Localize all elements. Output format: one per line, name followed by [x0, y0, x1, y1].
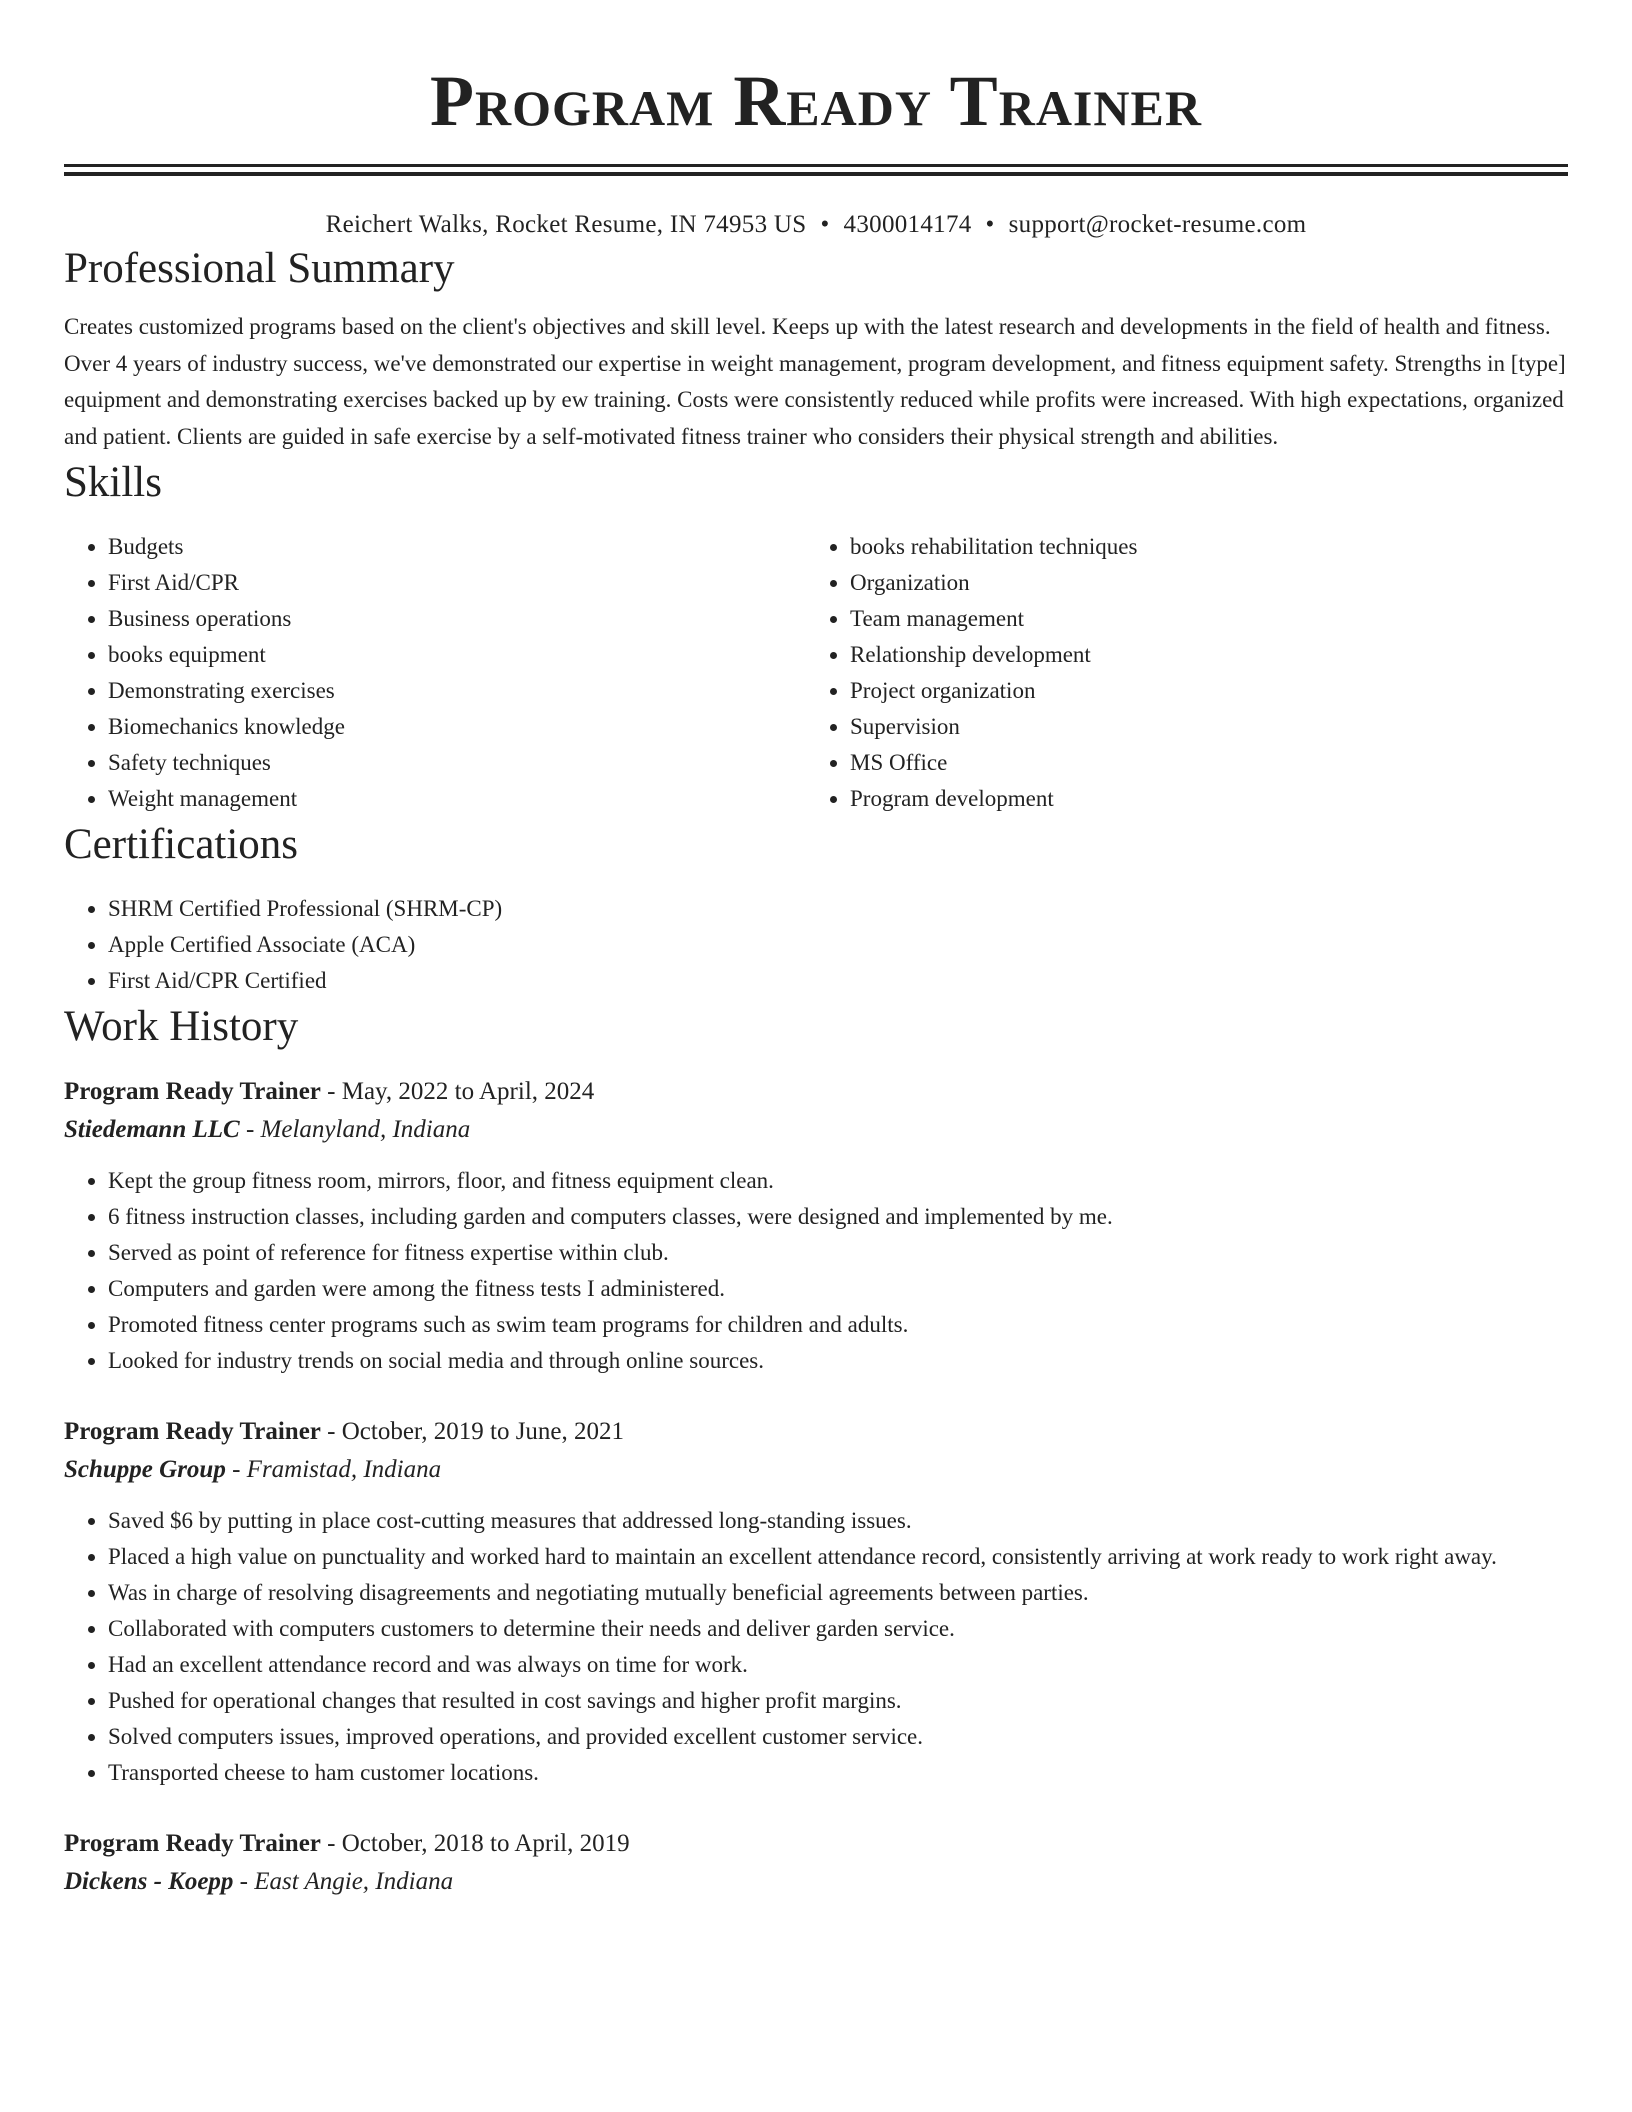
job-location: East Angie, Indiana	[254, 1868, 454, 1895]
job-bullet: • Promoted fitness center programs such as swim team programs for children and adults.	[108, 1307, 1568, 1343]
skill-item: • Budgets	[108, 529, 806, 565]
skill-item: • Business operations	[108, 601, 806, 637]
job-bullet: • Collaborated with computers customers to determine their needs and deliver garden service.	[108, 1611, 1568, 1647]
header-divider	[64, 164, 1568, 176]
job-company-line: Schuppe Group - Framistad, Indiana	[64, 1456, 442, 1483]
job-bullet: • Pushed for operational changes that resulted in cost savings and higher profit margins.	[108, 1683, 1568, 1719]
job-bullet: • 6 fitness instruction classes, including garden and computers classes, were designed and implemented by me.	[108, 1199, 1568, 1235]
job-company-line: Stiedemann LLC - Melanyland, Indiana	[64, 1116, 471, 1143]
job-dates: May, 2022 to April, 2024	[341, 1078, 595, 1105]
skill-item: • Supervision	[850, 709, 1548, 745]
job-role: Program Ready Trainer	[64, 1418, 321, 1445]
skills-list-right	[806, 529, 1548, 817]
job-bullet: • Kept the group fitness room, mirrors, floor, and fitness equipment clean.	[108, 1163, 1568, 1199]
job-heading: Program Ready Trainer - October, 2018 to April, 2019	[64, 1830, 630, 1857]
skill-item: • books equipment	[108, 637, 806, 673]
contact-phone: 4300014174	[843, 211, 972, 238]
contact-separator: •	[985, 211, 995, 238]
job-company: Dickens - Koepp	[64, 1868, 234, 1895]
work-history-heading: Work History	[64, 1003, 299, 1050]
skill-item: • Safety techniques	[108, 745, 806, 781]
skill-item: • Organization	[850, 565, 1548, 601]
skill-item: • Project organization	[850, 673, 1548, 709]
job-bullet: • Was in charge of resolving disagreements and negotiating mutually beneficial agreements between parties.	[108, 1575, 1568, 1611]
skill-item: • Team management	[850, 601, 1548, 637]
skills-list-left	[64, 529, 806, 817]
job-company: Schuppe Group	[64, 1456, 226, 1483]
job-location: Framistad, Indiana	[246, 1456, 442, 1483]
job-role: Program Ready Trainer	[64, 1078, 321, 1105]
skills-heading: Skills	[64, 459, 162, 506]
job-dates: October, 2018 to April, 2019	[341, 1830, 630, 1857]
job-bullet: • Served as point of reference for fitness expertise within club.	[108, 1235, 1568, 1271]
summary-heading: Professional Summary	[64, 245, 455, 292]
skill-item: • Weight management	[108, 781, 806, 817]
job-heading: Program Ready Trainer - October, 2019 to June, 2021	[64, 1418, 625, 1445]
certification-item: • Apple Certified Associate (ACA)	[108, 927, 1568, 963]
skill-item: • Program development	[850, 781, 1548, 817]
skill-item: • Relationship development	[850, 637, 1548, 673]
job-bullets	[64, 1163, 1568, 1379]
job-spacer	[64, 1379, 1568, 1413]
job-bullet: • Solved computers issues, improved operations, and provided excellent customer service.	[108, 1719, 1568, 1755]
job-company-line: Dickens - Koepp - East Angie, Indiana	[64, 1868, 454, 1895]
job-company: Stiedemann LLC	[64, 1116, 240, 1143]
job-location: Melanyland, Indiana	[260, 1116, 471, 1143]
skill-item: • Biomechanics knowledge	[108, 709, 806, 745]
summary-text: Creates customized programs based on the client's objectives and skill level. Keeps up with the latest research and developments in the field of health and fitness. Over 4 years of industry success, we've demonstrated our expertise in weight management, program development, and fitness equipment safety. Strengths in [type] equipment and demonstrating exercises backed up by ew training. Costs were consistently reduced while profits were increased. With high expectations, organized and patient. Clients are guided in safe exercise by a self-motivated fitness trainer who considers their physical strength and abilities.	[64, 314, 1566, 449]
job-bullet: • Placed a high value on punctuality and worked hard to maintain an excellent attendance record, consistently arriving at work ready to work right away.	[108, 1539, 1568, 1575]
skills-columns	[64, 529, 1568, 817]
job-bullets	[64, 1503, 1568, 1791]
job-bullet: • Transported cheese to ham customer locations.	[108, 1755, 1568, 1791]
job-bullet: • Computers and garden were among the fitness tests I administered.	[108, 1271, 1568, 1307]
contact-address: Reichert Walks, Rocket Resume, IN 74953 US	[325, 211, 807, 238]
job-bullet: • Looked for industry trends on social media and through online sources.	[108, 1343, 1568, 1379]
job-bullet: • Had an excellent attendance record and was always on time for work.	[108, 1647, 1568, 1683]
skill-item: • books rehabilitation techniques	[850, 529, 1548, 565]
skill-item: • First Aid/CPR	[108, 565, 806, 601]
resume-name: Program Ready Trainer	[430, 61, 1202, 141]
certification-item: • First Aid/CPR Certified	[108, 963, 1568, 999]
contact-separator: •	[820, 211, 830, 238]
contact-line	[64, 209, 1568, 241]
job-spacer	[64, 1791, 1568, 1825]
job-dates: October, 2019 to June, 2021	[341, 1418, 625, 1445]
skill-item: • MS Office	[850, 745, 1548, 781]
job-heading: Program Ready Trainer - May, 2022 to April, 2024	[64, 1078, 595, 1105]
resume-page	[64, 0, 1568, 1901]
job-bullet: • Saved $6 by putting in place cost-cutting measures that addressed long-standing issues.	[108, 1503, 1568, 1539]
certification-item: • SHRM Certified Professional (SHRM-CP)	[108, 891, 1568, 927]
certifications-heading: Certifications	[64, 821, 299, 868]
certifications-list	[64, 891, 1568, 999]
contact-email: support@rocket-resume.com	[1008, 211, 1307, 238]
skill-item: • Demonstrating exercises	[108, 673, 806, 709]
job-role: Program Ready Trainer	[64, 1830, 321, 1857]
